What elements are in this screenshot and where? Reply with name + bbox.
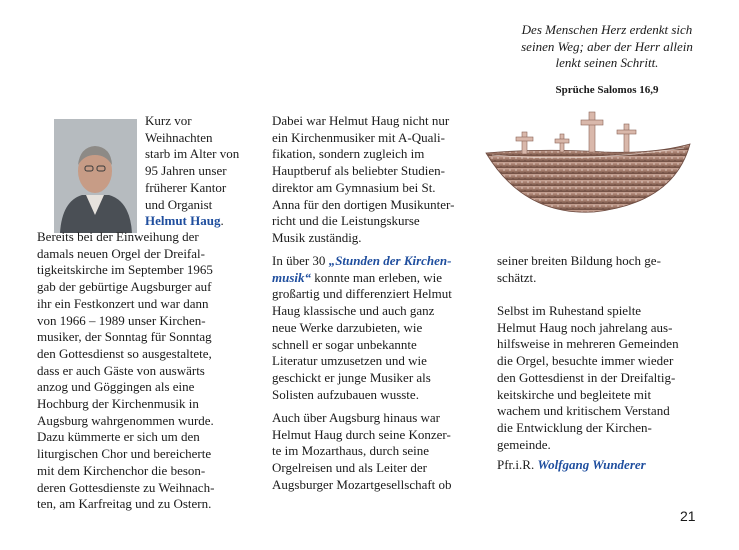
text-line: Kurz vor bbox=[145, 113, 192, 128]
column-3-para-1 bbox=[497, 253, 661, 286]
text-line: die Entwicklung der Kirchen- bbox=[497, 419, 652, 435]
text-line: starb im Alter von bbox=[145, 146, 240, 162]
text-line: Hauptberuf als beliebter Studien- bbox=[272, 163, 445, 179]
concert-series-title: musik“ bbox=[272, 269, 312, 285]
text-line: mit dem Kirchenchor die beson- bbox=[37, 462, 206, 478]
text-line: . bbox=[220, 213, 224, 229]
column-3-para-2 bbox=[497, 303, 679, 453]
text-line: neue Werke darzubieten, wie bbox=[272, 319, 423, 335]
quote-line: seinen Weg; aber der Herr allein bbox=[521, 38, 693, 54]
text-line: den Gottesdienst so ausgestaltete, bbox=[37, 345, 212, 361]
text-line: richt und die Leistungskurse bbox=[272, 213, 420, 229]
cross-icon bbox=[581, 112, 603, 152]
text-line: wachem und kritischem Verstand bbox=[497, 403, 670, 419]
text-line: Musik zuständig. bbox=[272, 229, 362, 245]
text-line: Selbst im Ruhestand spielte bbox=[497, 303, 642, 318]
text-line: fikation, sondern zugleich im bbox=[272, 146, 425, 162]
text-line: ten, am Karfreitag und zu Ostern. bbox=[37, 496, 212, 512]
signature-prefix: Pfr.i.R. bbox=[497, 457, 538, 472]
text-line: Haug klassische und auch ganz bbox=[272, 303, 435, 319]
author-signature bbox=[497, 457, 646, 474]
text-line: und Organist bbox=[145, 196, 213, 212]
text-line: keitskirche und begleitete mit bbox=[497, 386, 652, 402]
column-1-body bbox=[37, 229, 214, 513]
text-line: Anna für den dortigen Musikunter- bbox=[272, 196, 455, 212]
text-line: Solisten aufzubauen wusste. bbox=[272, 386, 419, 402]
text-line: hilfsweise in mehreren Gemeinden bbox=[497, 336, 679, 352]
column-2-para-2 bbox=[272, 253, 452, 403]
person-name: Helmut Haug bbox=[145, 213, 221, 229]
text-line: dass er auch Gäste von auswärts bbox=[37, 362, 205, 378]
text-line: te im Mozarthaus, durch seine bbox=[272, 443, 430, 459]
intro-beside-photo bbox=[145, 113, 239, 230]
text-line: von 1966 – 1989 unser Kirchen- bbox=[37, 312, 206, 328]
text-line: früherer Kantor bbox=[145, 179, 227, 195]
text-line: tigkeitskirche im September 1965 bbox=[37, 262, 213, 278]
text-line: 95 Jahren unser bbox=[145, 163, 227, 179]
quote-line: lenkt seinen Schritt. bbox=[555, 55, 659, 70]
text-line: Helmut Haug noch jahrelang aus- bbox=[497, 319, 673, 335]
text-line: Helmut Haug durch seine Konzer- bbox=[272, 426, 451, 442]
text-line: ein Kirchenmusiker mit A-Quali- bbox=[272, 129, 445, 145]
quote-line: Des Menschen Herz erdenkt sich bbox=[521, 22, 693, 37]
text-line: musiker, der Sonntag für Sonntag bbox=[37, 329, 212, 345]
text-line: geschickt er junge Musiker als bbox=[272, 369, 431, 385]
text-line: großartig und differenziert Helmut bbox=[272, 286, 452, 302]
text-line: liturgischen Chor und bereicherte bbox=[37, 446, 212, 462]
text-line: direktor am Gymnasium bei St. bbox=[272, 179, 436, 195]
person-silhouette-icon bbox=[54, 119, 137, 233]
column-2-para-1 bbox=[272, 113, 454, 247]
text-line: Bereits bei der Einweihung der bbox=[37, 229, 199, 244]
column-2-para-3 bbox=[272, 410, 452, 494]
text-line: Auch über Augsburg hinaus war bbox=[272, 410, 441, 425]
text-line: deren Gottesdienste zu Weihnach- bbox=[37, 479, 215, 495]
quote-reference: Sprüche Salomos 16,9 bbox=[555, 84, 659, 96]
text-line: den Gottesdienst in der Dreifaltig- bbox=[497, 369, 676, 385]
text-line: In über 30 bbox=[272, 253, 329, 268]
text-line: Weihnachten bbox=[145, 129, 213, 145]
text-line: anzog und Göggingen als eine bbox=[37, 379, 195, 395]
text-line: damals neuen Orgel der Dreifal- bbox=[37, 245, 205, 261]
cross-icon bbox=[555, 134, 569, 152]
text-line: die Orgel, besuchte immer wieder bbox=[497, 353, 674, 369]
text-line: Augsburg wahrgenommen wurde. bbox=[37, 412, 214, 428]
text-line: Hochburg der Kirchenmusik in bbox=[37, 396, 199, 412]
text-line: Augsburger Mozartgesellschaft ob bbox=[272, 476, 452, 492]
text-line: Orgelreisen und als Leiter der bbox=[272, 460, 427, 476]
text-line: Dazu kümmerte er sich um den bbox=[37, 429, 200, 445]
text-line: gab der gebürtige Augsburger auf bbox=[37, 279, 212, 295]
text-line: ihr ein Festkonzert und war dann bbox=[37, 295, 209, 311]
signature-name: Wolfgang Wunderer bbox=[537, 457, 646, 472]
concert-series-title: „Stunden der Kirchen- bbox=[328, 253, 452, 268]
text-line: gemeinde. bbox=[497, 436, 551, 452]
epigraph-quote bbox=[492, 22, 722, 72]
cross-icon bbox=[617, 124, 636, 152]
text-line: Dabei war Helmut Haug nicht nur bbox=[272, 113, 450, 128]
leaf-crosses-illustration bbox=[484, 108, 694, 218]
text-line: schätzt. bbox=[497, 269, 537, 285]
leaf-shape bbox=[486, 144, 690, 212]
portrait-photo bbox=[54, 119, 137, 233]
text-line: seiner breiten Bildung hoch ge- bbox=[497, 253, 661, 268]
page-number: 21 bbox=[680, 508, 696, 524]
text-line: Literatur umzusetzen und wie bbox=[272, 353, 427, 369]
text-line: konnte man erleben, wie bbox=[311, 269, 443, 285]
text-line: schnell er sogar unbekannte bbox=[272, 336, 417, 352]
